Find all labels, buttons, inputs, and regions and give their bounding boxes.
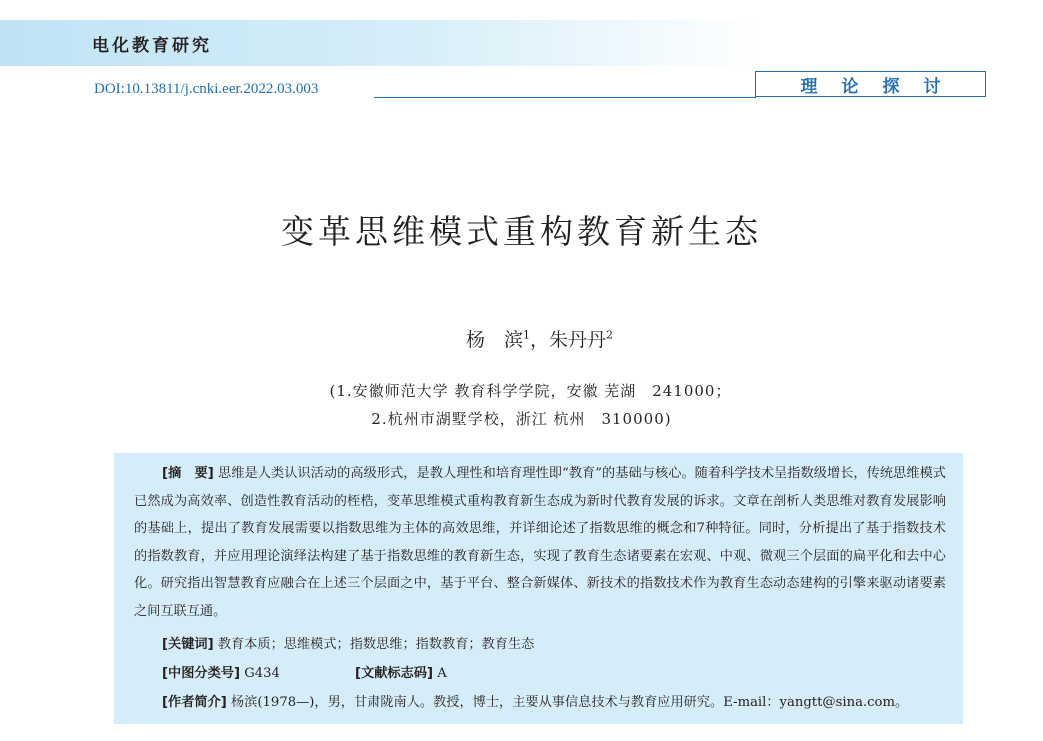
document-code-label: [文献标志码]: [355, 666, 433, 681]
author-separator: ，: [529, 329, 549, 351]
classification-value: G434: [244, 666, 280, 681]
abstract-label: [摘 要]: [162, 466, 214, 481]
author-name: 杨 滨: [465, 329, 523, 351]
classification-label: [中图分类号]: [162, 666, 240, 681]
author-affil-mark: 1: [522, 328, 530, 342]
keywords-row: [162, 633, 534, 652]
abstract-body: 思维是人类认识活动的高级形式，是教人理性和培育理性即“教育”的基础与核心。随着科学技术呈指数级增长，传统思维模式已然成为高效率、创造性教育活动的桎梏，变革思维模式重构教育新生态成为新时代教育发展的诉求。文章在剖析人类思维对教育发展影响的基础上，提出了教育发展需要以指数思维为主体的高效思维，并详细论述了指数思维的概念和7种特征。同时，分析提出了基于指数技术的指数教育，并应用理论演绎法构建了基于指数思维的教育新生态，实现了教育生态诸要素在宏观、中观、微观三个层面的扁平化和去中心化。研究指出智慧教育应融合在上述三个层面之中，基于平台、整合新媒体、新技术的指数技术作为教育生态动态建构的引擎来驱动诸要素之间互联互通。: [134, 466, 946, 619]
keywords-label: [关键词]: [162, 637, 214, 652]
author-line: [0, 325, 1043, 352]
doi[interactable]: DOI:10.13811/j.cnki.eer.2022.03.003: [94, 81, 319, 97]
section-label: 理论探讨: [755, 71, 986, 97]
classification-row: [162, 662, 280, 681]
affiliation-1: (1.安徽师范大学 教育科学学院，安徽 芜湖 241000；: [329, 382, 732, 400]
author-bio-label: [作者简介]: [162, 695, 227, 710]
document-code-value: A: [437, 666, 447, 681]
affiliation-2: 2.杭州市湖墅学校，浙江 杭州 310000): [371, 410, 672, 428]
doi-rule: [374, 97, 756, 98]
document-code-row: [355, 662, 447, 681]
author-name: 朱丹丹: [549, 329, 607, 351]
abstract: [134, 460, 946, 625]
author-bio-row: [162, 691, 908, 710]
author-affil-mark: 2: [606, 328, 614, 342]
journal-name: 电化教育研究: [92, 36, 212, 56]
article-title: 变革思维模式重构教育新生态: [281, 212, 762, 251]
keywords-value: 教育本质；思维模式；指数思维；指数教育；教育生态: [217, 637, 535, 652]
author-bio-value: 杨滨(1978—)，男，甘肃陇南人。教授，博士，主要从事信息技术与教育应用研究。E-mail：yangtt@sina.com。: [231, 695, 909, 710]
